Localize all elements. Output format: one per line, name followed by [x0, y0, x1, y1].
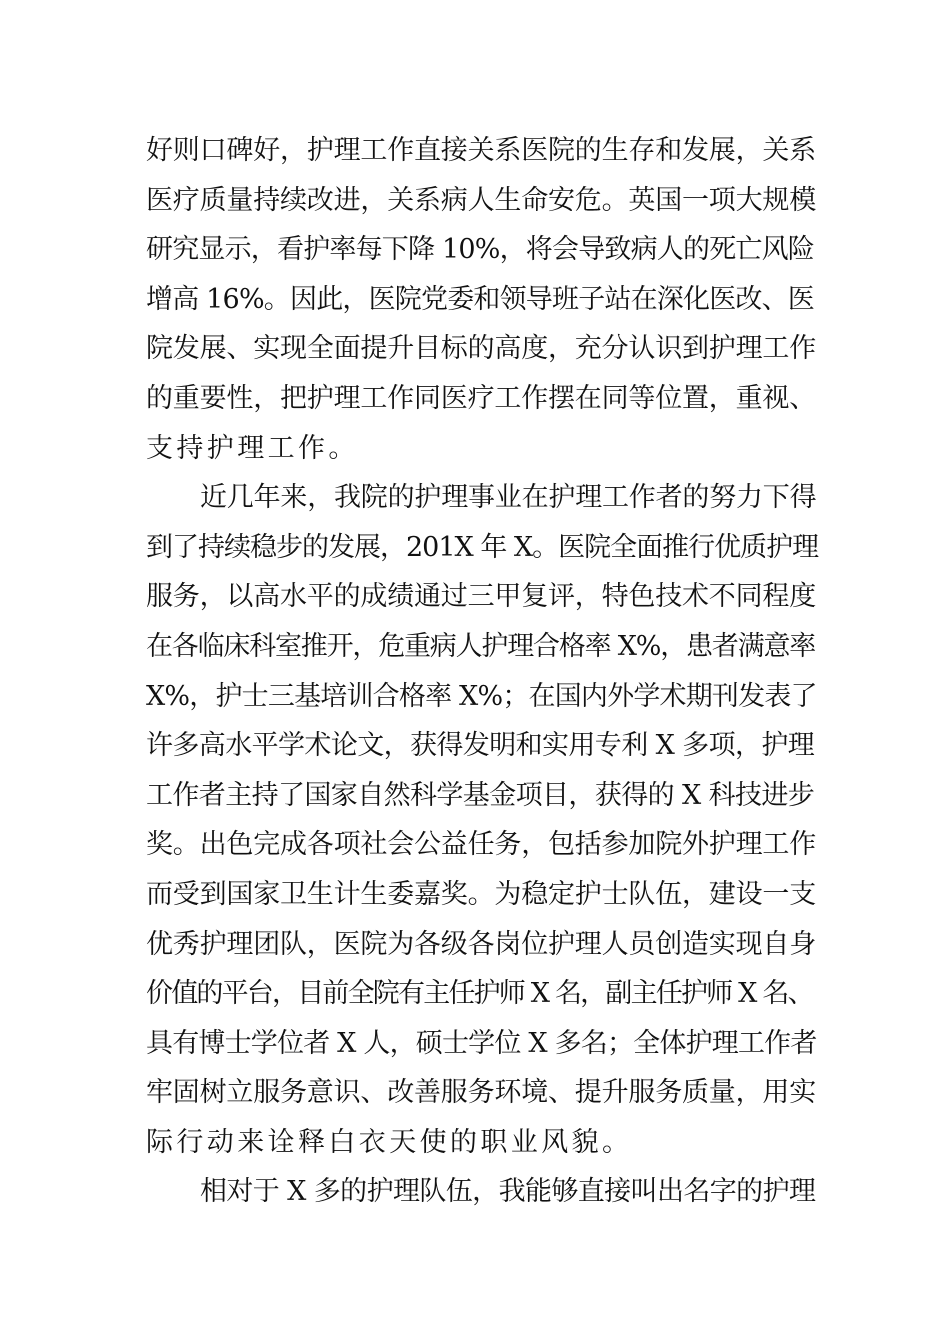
document-body-text	[146, 126, 818, 1217]
text-line: 具有博士学位者 X 人，硕士学位 X 多名；全体护理工作者	[146, 1027, 817, 1059]
text-line: 研究显示，看护率每下降 10%，将会导致病人的死亡风险	[146, 234, 814, 266]
text-line: 奖。出色完成各项社会公益任务，包括参加院外护理工作	[146, 829, 816, 861]
text-line: 支持护理工作。	[146, 432, 359, 464]
text-line: 牢固树立服务意识、改善服务环境、提升服务质量，用实	[146, 1077, 816, 1109]
text-line: 而受到国家卫生计生委嘉奖。为稳定护士队伍，建设一支	[146, 878, 816, 910]
text-line: 院发展、实现全面提升目标的高度，充分认识到护理工作	[146, 333, 816, 365]
text-line: 增高 16%。因此，医院党委和领导班子站在深化医改、医	[146, 283, 814, 315]
text-line: 的重要性，把护理工作同医疗工作摆在同等位置，重视、	[146, 382, 816, 414]
text-line: 服务，以高水平的成绩通过三甲复评，特色技术不同程度	[146, 581, 816, 613]
text-line: 好则口碑好，护理工作直接关系医院的生存和发展，关系	[146, 135, 816, 166]
text-line: 际行动来诠释白衣天使的职业风貌。	[146, 1126, 633, 1158]
text-line: 在各临床科室推开，危重病人护理合格率 X%，患者满意率	[146, 630, 816, 662]
text-line: 价值的平台，目前全院有主任护师 X 名，副主任护师 X 名、	[146, 978, 813, 1010]
text-line: 工作者主持了国家自然科学基金项目，获得的 X 科技进步	[146, 779, 815, 811]
text-line: 到了持续稳步的发展，201X 年 X。医院全面推行优质护理	[146, 531, 819, 563]
text-line: X%，护士三基培训合格率 X%；在国内外学术期刊发表了	[146, 680, 817, 712]
text-line: 医疗质量持续改进，关系病人生命安危。英国一项大规模	[146, 184, 816, 216]
paragraph-first-line: 近几年来，我院的护理事业在护理工作者的努力下得	[200, 482, 817, 514]
paragraph-first-line: 相对于 X 多的护理队伍，我能够直接叫出名字的护理	[200, 1176, 816, 1208]
text-line: 许多高水平学术论文，获得发明和实用专利 X 多项，护理	[146, 730, 815, 762]
text-line: 优秀护理团队，医院为各级各岗位护理人员创造实现自身	[146, 928, 816, 960]
